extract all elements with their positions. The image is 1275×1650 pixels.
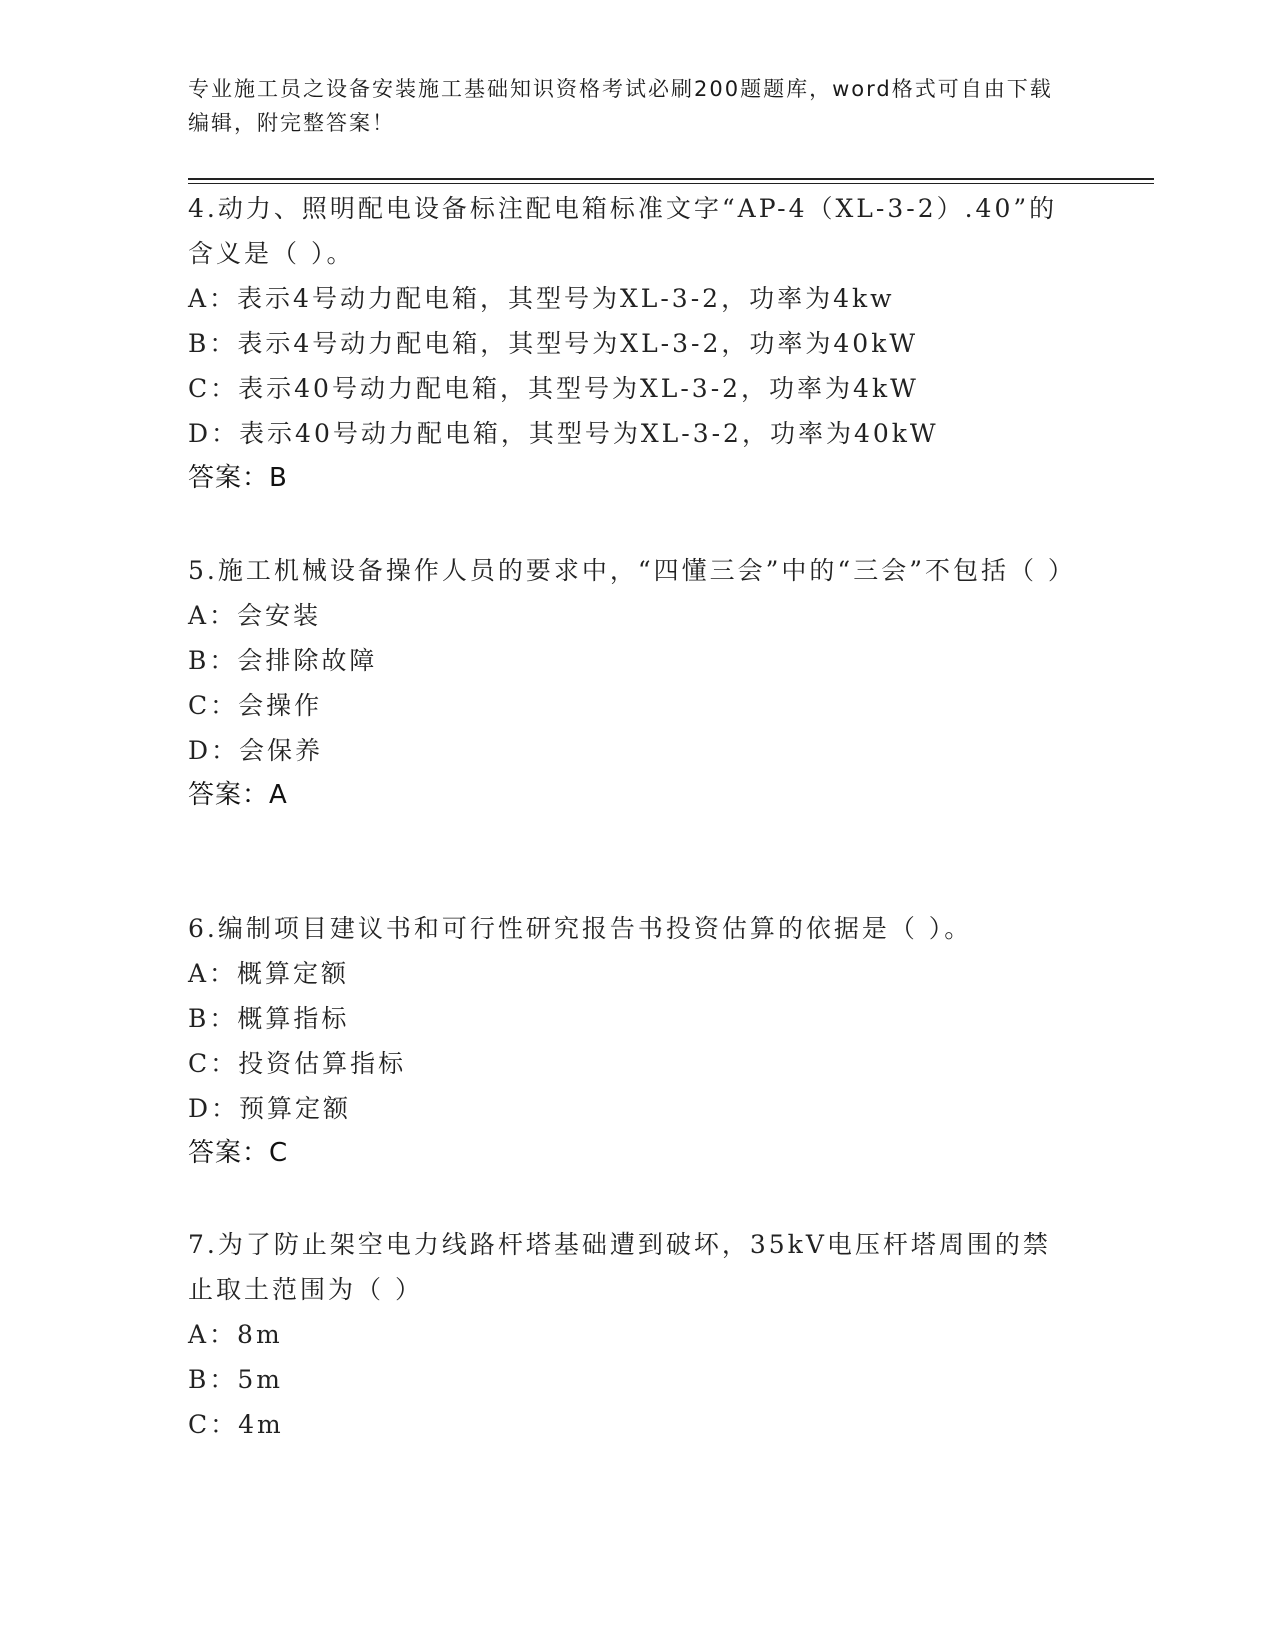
option-d: D：表示40号动力配电箱，其型号为XL-3-2，功率为40kW: [188, 419, 939, 448]
option-c: C：表示40号动力配电箱，其型号为XL-3-2，功率为4kW: [188, 374, 919, 403]
question-stem: 4.动力、照明配电设备标注配电箱标准文字“AP-4（XL-3-2）.40”的含义是（ ）。: [188, 194, 1058, 268]
option-b: B：会排除故障: [188, 646, 378, 675]
option-c: C：投资估算指标: [188, 1049, 407, 1078]
question-4: [188, 186, 1078, 501]
option-d: D：预算定额: [188, 1094, 352, 1123]
answer-label: 答案：A: [188, 780, 288, 810]
option-d: D：会保养: [188, 736, 324, 765]
option-c: C：会操作: [188, 691, 323, 720]
option-c: C：4m: [188, 1410, 284, 1439]
option-b: B：概算指标: [188, 1004, 350, 1033]
document-header: 专业施工员之设备安装施工基础知识资格考试必刷200题题库，word格式可自由下载编辑，附完整答案！: [188, 77, 1053, 135]
option-b: B：表示4号动力配电箱，其型号为XL-3-2，功率为40kW: [188, 329, 919, 358]
question-stem: 7.为了防止架空电力线路杆塔基础遭到破坏，35kV电压杆塔周围的禁止取土范围为（ ）: [188, 1230, 1051, 1304]
option-a: A：会安装: [188, 601, 322, 630]
option-b: B：5m: [188, 1365, 283, 1394]
header-divider-thick: [188, 178, 1154, 180]
answer-label: 答案：B: [188, 463, 288, 493]
question-stem: 5.施工机械设备操作人员的要求中，“四懂三会”中的“三会”不包括（ ）: [188, 556, 1076, 585]
question-7: [188, 1222, 1078, 1447]
question-5: [188, 548, 1078, 818]
header-divider-thin: [188, 183, 1154, 184]
option-a: A：表示4号动力配电箱，其型号为XL-3-2，功率为4kw: [188, 284, 895, 313]
answer-label: 答案：C: [188, 1138, 289, 1168]
option-a: A：8m: [188, 1320, 283, 1349]
question-stem: 6.编制项目建议书和可行性研究报告书投资估算的依据是（ ）。: [188, 914, 973, 943]
option-a: A：概算定额: [188, 959, 350, 988]
question-6: [188, 906, 1078, 1176]
